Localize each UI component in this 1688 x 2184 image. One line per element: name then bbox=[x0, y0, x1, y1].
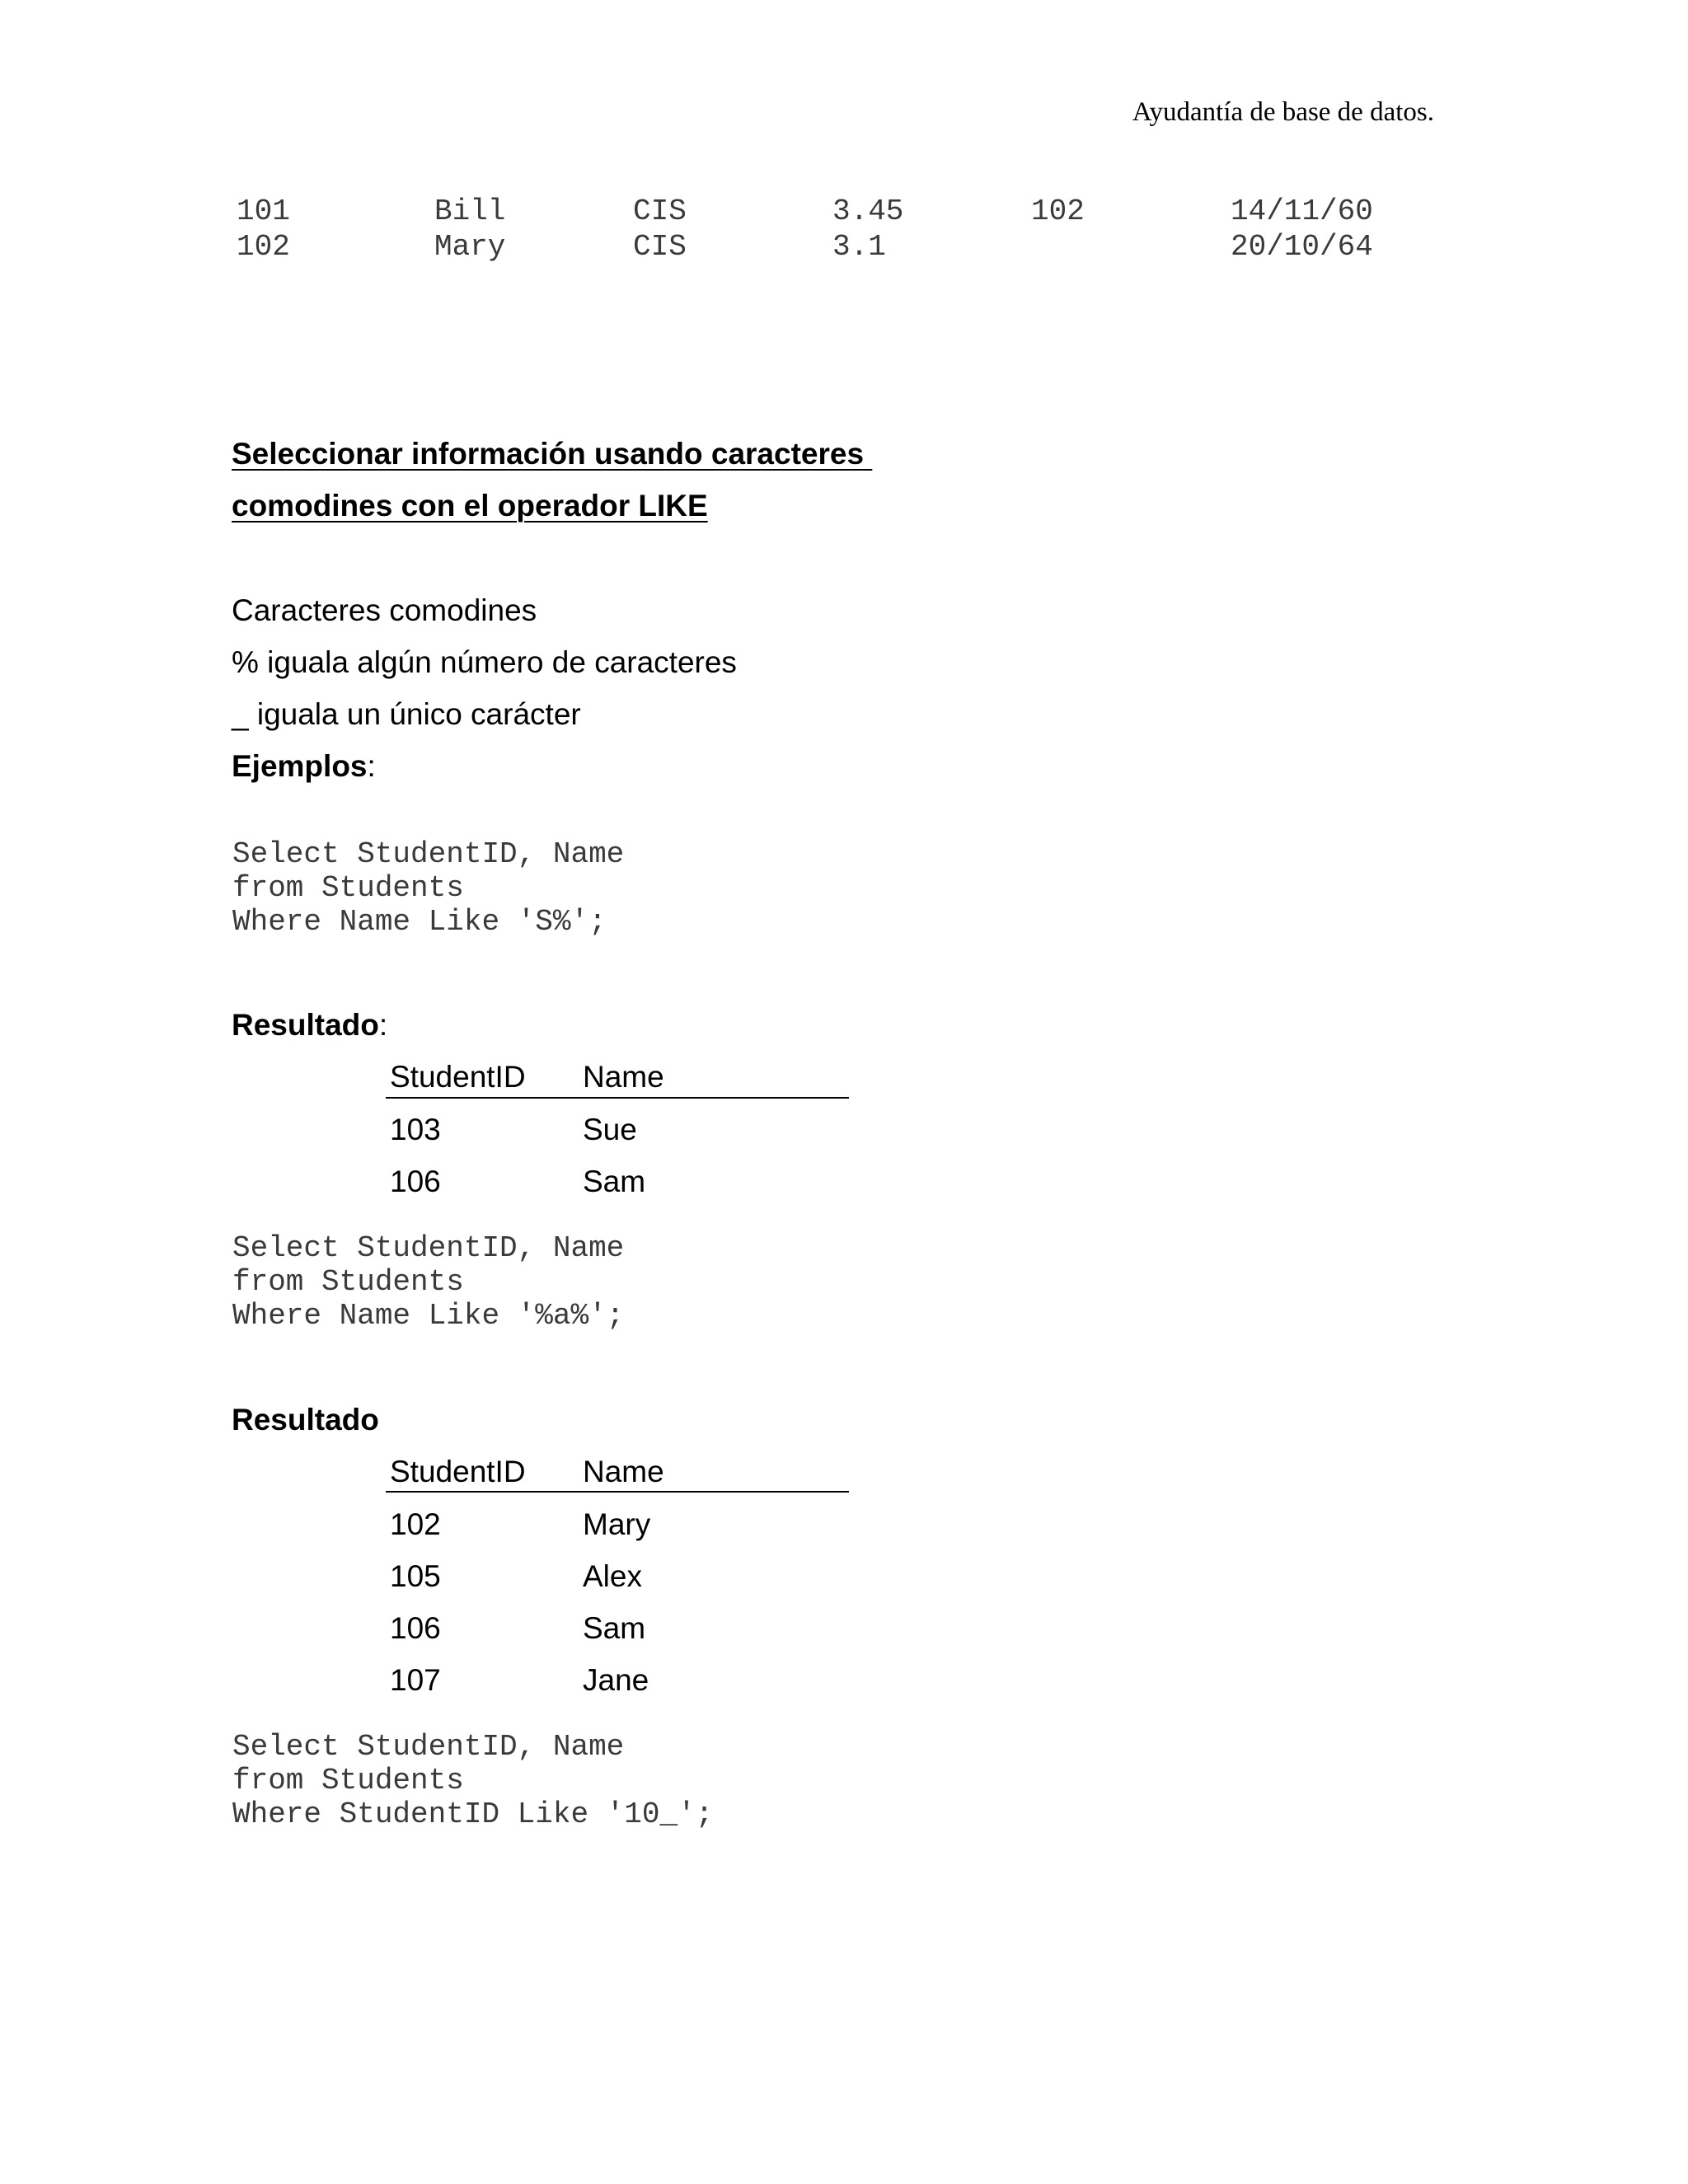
sql-query-3 bbox=[232, 1730, 713, 1831]
header-rule bbox=[386, 1491, 849, 1493]
table-cell: 102 bbox=[1031, 194, 1085, 228]
table-cell: Sam bbox=[583, 1611, 646, 1645]
code-line: Where StudentID Like '10_'; bbox=[232, 1797, 714, 1831]
sql-query-2 bbox=[232, 1231, 624, 1333]
code-line: Select StudentID, Name bbox=[232, 1730, 625, 1764]
code-line: from Students bbox=[232, 871, 464, 905]
table-cell: 102 bbox=[390, 1507, 441, 1541]
wildcards-heading: Caracteres comodines bbox=[232, 593, 537, 627]
table-cell: 102 bbox=[237, 230, 290, 264]
table-cell: Bill bbox=[434, 194, 506, 228]
percent-wildcard-desc: % iguala algún número de caracteres bbox=[232, 645, 737, 679]
table-cell: Alex bbox=[583, 1559, 642, 1593]
header-rule bbox=[386, 1097, 849, 1099]
column-header: Name bbox=[583, 1455, 664, 1488]
document-header: Ayudantía de base de datos. bbox=[1132, 97, 1434, 127]
section-title-line2: comodines con el operador LIKE bbox=[232, 489, 708, 523]
section-title-line1: Seleccionar información usando caracteres bbox=[232, 437, 873, 471]
code-line: from Students bbox=[232, 1764, 464, 1797]
code-line: Select StudentID, Name bbox=[232, 1231, 625, 1265]
table-cell: CIS bbox=[633, 194, 687, 228]
table-cell: Jane bbox=[583, 1663, 649, 1697]
table-cell: Sue bbox=[583, 1113, 637, 1146]
result-label-1: Resultado: bbox=[232, 1008, 388, 1042]
code-line: Select StudentID, Name bbox=[232, 837, 625, 871]
table-cell: 3.1 bbox=[832, 230, 886, 264]
table-cell: 106 bbox=[390, 1611, 441, 1645]
code-line: Where Name Like '%a%'; bbox=[232, 1299, 625, 1333]
table-cell: 105 bbox=[390, 1559, 441, 1593]
code-line: Where Name Like 'S%'; bbox=[232, 905, 607, 939]
table-cell: Mary bbox=[583, 1507, 651, 1541]
table-cell: 3.45 bbox=[832, 194, 904, 228]
code-line: from Students bbox=[232, 1265, 464, 1299]
table-cell: 103 bbox=[390, 1113, 441, 1146]
result-label-2: Resultado bbox=[232, 1403, 379, 1436]
table-cell: CIS bbox=[633, 230, 687, 264]
table-cell: 14/11/60 bbox=[1231, 194, 1373, 228]
sql-query-1 bbox=[232, 837, 624, 939]
table-cell: 20/10/64 bbox=[1231, 230, 1373, 264]
table-cell: Sam bbox=[583, 1165, 646, 1198]
column-header: StudentID bbox=[390, 1060, 526, 1094]
table-cell: 101 bbox=[237, 194, 290, 228]
examples-label: Ejemplos: bbox=[232, 749, 376, 783]
column-header: Name bbox=[583, 1060, 664, 1094]
table-cell: 107 bbox=[390, 1663, 441, 1697]
table-cell: Mary bbox=[434, 230, 506, 264]
table-cell: 106 bbox=[390, 1165, 441, 1198]
underscore-wildcard-desc: _ iguala un único carácter bbox=[232, 697, 581, 731]
column-header: StudentID bbox=[390, 1455, 526, 1488]
